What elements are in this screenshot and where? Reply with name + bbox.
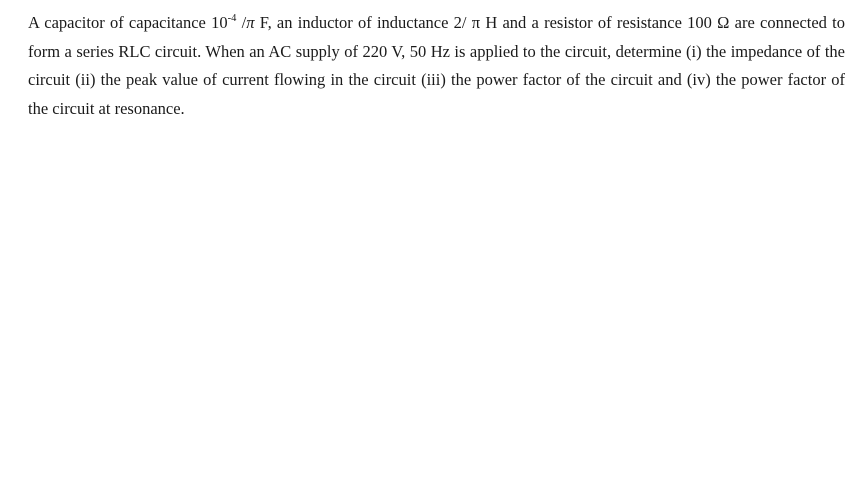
question-text [28,9,845,123]
exponent: -4 [227,12,237,24]
pi-symbol: π [246,13,255,32]
question-text-part-4: H and a resistor of resistance 100 Ω are connected to form a series RLC circuit. When an AC supply of 220 V, 50 Hz is applied to the circuit, determine (i) the impedance of the circuit (ii) the peak value of current flowing in the circuit (iii) the power factor of the circuit and (iv) the power factor of the circuit at resonance. [28,13,846,118]
question-text-part-3: F, an inductor of inductance 2/ [254,13,472,32]
question-text-part-2: / [236,13,247,32]
question-text-part-1: A capacitor of capacitance 10 [28,13,228,32]
pi-symbol: π [471,13,481,32]
